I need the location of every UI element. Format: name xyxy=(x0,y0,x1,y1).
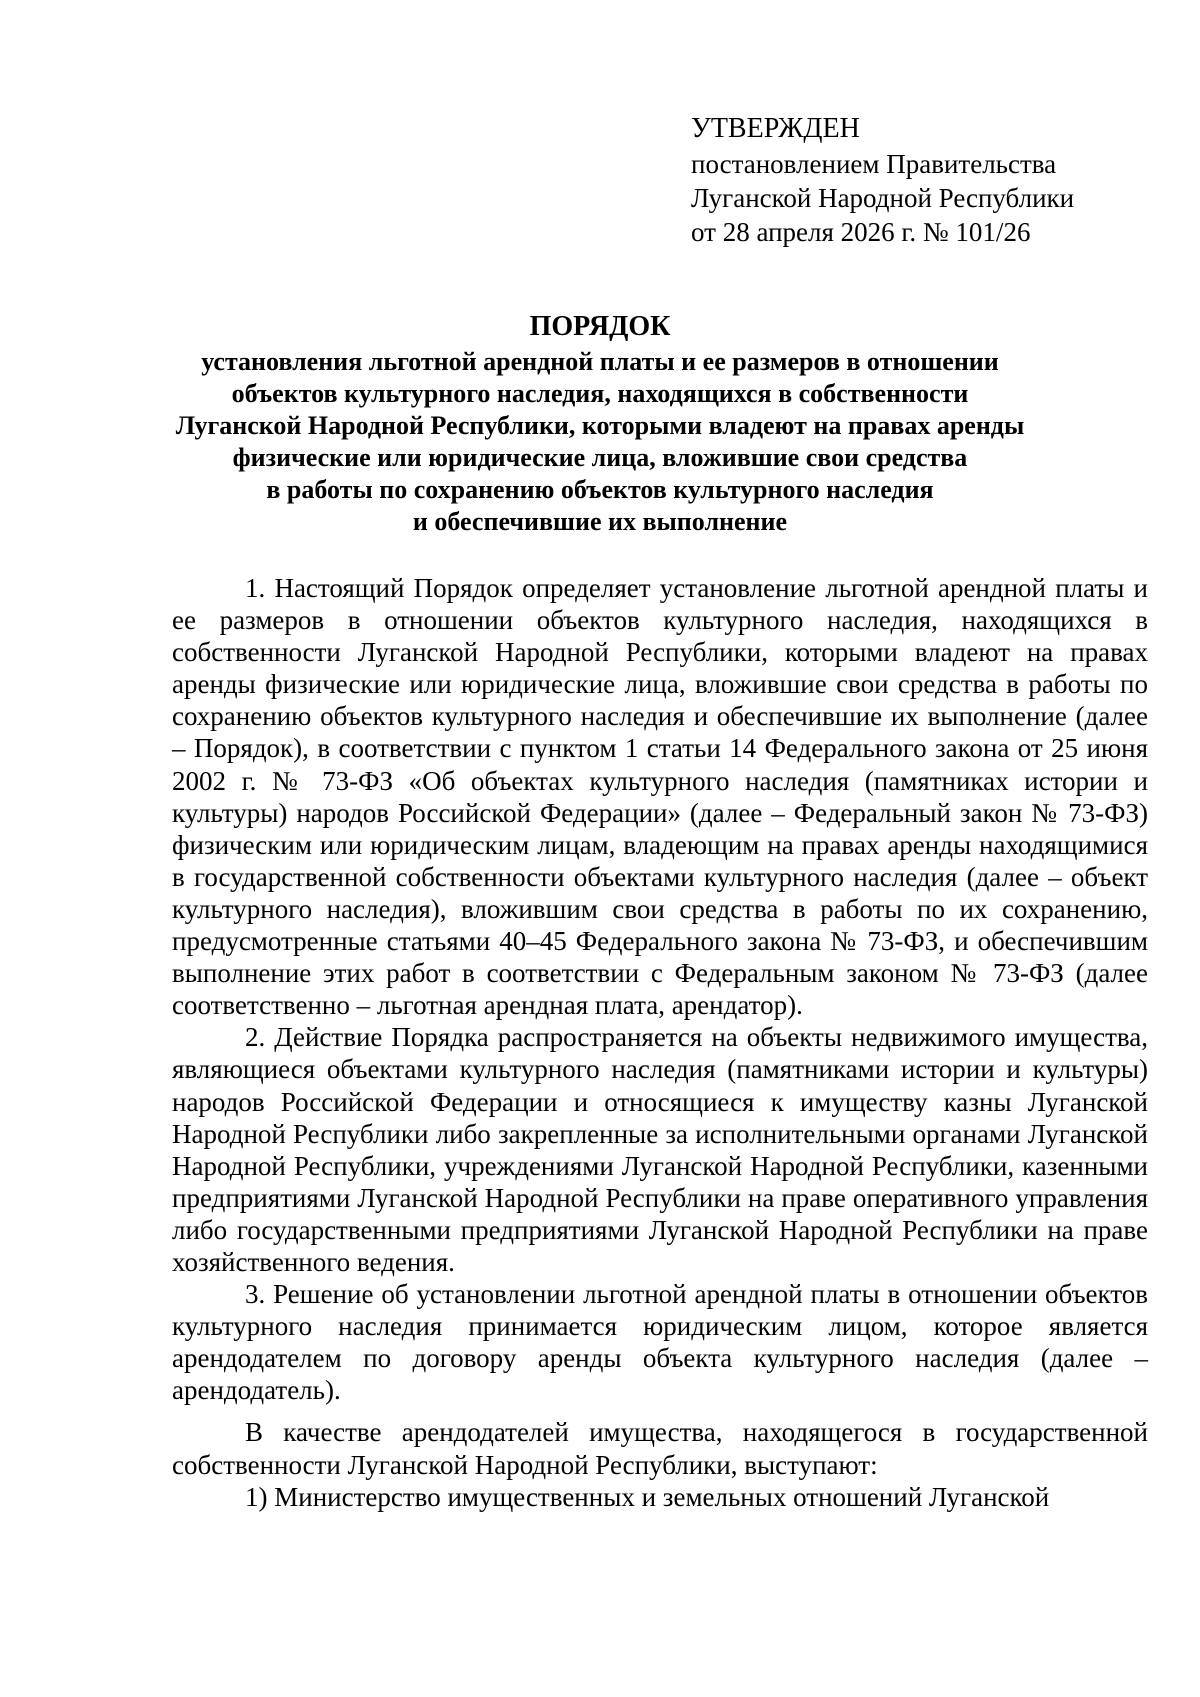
paragraph-2: 2. Действие Порядка распространяется на объекты недвижимого имущества, являющиеся объектами культурного наследия (памятниками истории и культуры) народов Российской Федерации и относящиеся к имуществу казны Луганской Народной Республики либо закрепленные за исполнительными органами Луганской Народной Республики, учреждениями Луганской Народной Республики, казенными предприятиями Луганской Народной Республики на праве оперативного управления либо государственными предприятиями Луганской Народной Республики на праве хозяйственного ведения. xyxy=(172,1022,1148,1277)
paragraph-3: 3. Решение об установлении льготной арендной платы в отношении объектов культурного наследия принимается юридическим лицом, которое является арендодателем по договору аренды объекта культурного наследия (далее – арендодатель). xyxy=(172,1279,1148,1406)
title-line: установления льготной арендной платы и ее размеров в отношении xyxy=(201,347,999,376)
approval-stamp xyxy=(691,112,1074,249)
title-line: физические или юридические лица, вложившие свои средства xyxy=(232,443,968,472)
document-body xyxy=(172,572,1148,1513)
paragraph-lessors-intro: В качестве арендодателей имущества, находящегося в государственной собственности Луганской Народной Республики, выступают: xyxy=(172,1417,1148,1480)
list-item-1: 1) Министерство имущественных и земельных отношений Луганской xyxy=(245,1481,1050,1512)
approval-line: от 28 апреля 2026 г. № 101/26 xyxy=(691,217,1031,247)
approval-heading: УТВЕРЖДЕН xyxy=(691,113,860,144)
document-title-block xyxy=(150,310,1050,538)
title-line: объектов культурного наследия, находящихся в собственности xyxy=(231,379,969,408)
document-title: ПОРЯДОК xyxy=(529,311,671,342)
title-line: Луганской Народной Республики, которыми владеют на правах аренды xyxy=(175,411,1025,440)
title-line: и обеспечившие их выполнение xyxy=(412,507,788,536)
approval-line: Луганской Народной Республики xyxy=(691,183,1075,213)
paragraph-1: 1. Настоящий Порядок определяет установление льготной арендной платы и ее размеров в отношении объектов культурного наследия, находящихся в собственности Луганской Народной Республики, которыми владеют на правах аренды физические или юридические лица, вложившие свои средства в работы по сохранению объектов культурного наследия и обеспечившие их выполнение (далее – Порядок), в соответствии с пунктом 1 статьи 14 Федерального закона от 25 июня 2002 г. № 73-ФЗ «Об объектах культурного наследия (памятниках истории и культуры) народов Российской Федерации» (далее – Федеральный закон № 73-ФЗ) физическим или юридическим лицам, владеющим на правах аренды находящимися в государственной собственности объектами культурного наследия (далее – объект культурного наследия), вложившим свои средства в работы по их сохранению, предусмотренные статьями 40–45 Федерального закона № 73-ФЗ, и обеспечившим выполнение этих работ в соответствии с Федеральным законом № 73-ФЗ (далее соответственно – льготная арендная плата, арендатор). xyxy=(172,573,1148,1021)
title-line: в работы по сохранению объектов культурного наследия xyxy=(266,475,934,504)
approval-line: постановлением Правительства xyxy=(691,149,1057,179)
